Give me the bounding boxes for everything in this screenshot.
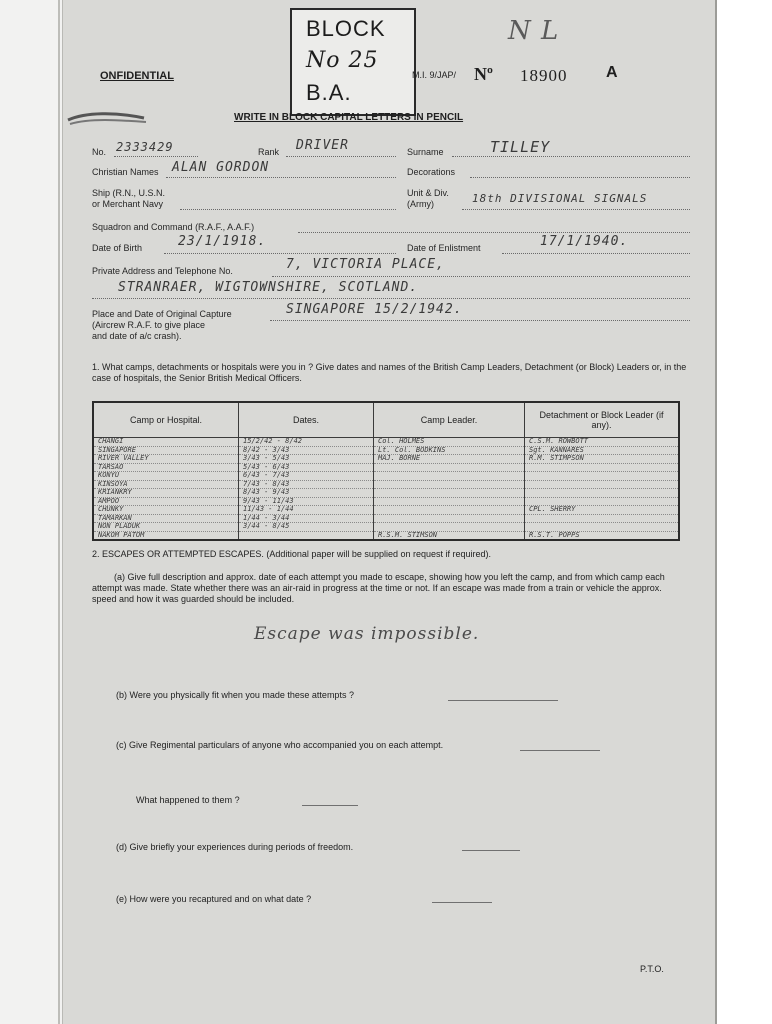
col-camp: Camp or Hospital.	[93, 402, 239, 438]
question-2e-line	[432, 902, 492, 903]
christian-names-label: Christian Names	[92, 167, 159, 177]
surname-value: TILLEY	[490, 138, 551, 156]
dob-dotted-line	[164, 253, 396, 254]
detachment-leader-cell	[525, 514, 680, 523]
unit-label-1: Unit & Div.	[407, 188, 449, 198]
number-label: Nº	[474, 64, 493, 84]
christian-names-value: ALAN GORDON	[172, 160, 270, 175]
no-label: No.	[92, 147, 107, 157]
camp-cell: TAMARKAN	[93, 514, 239, 523]
address-value-2: STRANRAER, WIGTOWNSHIRE, SCOTLAND.	[118, 280, 419, 295]
capture-label-3: and date of a/c crash).	[92, 331, 182, 341]
christian-dotted-line	[166, 177, 396, 178]
dates-cell: 3/43 - 5/43	[239, 455, 374, 464]
stamp-line-3: B.A.	[306, 80, 352, 105]
table-row	[93, 497, 679, 506]
enlistment-dotted-line	[502, 253, 690, 254]
surname-dotted-line	[452, 156, 690, 157]
camp-cell: AMPOO	[93, 497, 239, 506]
camp-cell: SINGAPORE	[93, 446, 239, 455]
squadron-dotted-line	[298, 232, 690, 233]
scan-left-margin	[0, 0, 62, 1024]
question-2c-follow: What happened to them ?	[136, 795, 240, 805]
dates-cell: 15/2/42 - 8/42	[239, 438, 374, 447]
form-number: 18900	[520, 66, 568, 85]
col-dates: Dates.	[239, 402, 374, 438]
camp-leader-cell: Col. HOLMES	[374, 438, 525, 447]
table-row	[93, 514, 679, 523]
question-2a: (a) Give full description and approx. date of each attempt you made to escape, showing how you left the camp, and from which camp each attempt was made. State whether there was an air-raid in progress at the time or not. If an escape was made from a train or vehicle the approx. speed and how it was guarded should be included.	[92, 572, 665, 604]
table-row	[93, 489, 679, 498]
detachment-leader-cell	[525, 472, 680, 481]
decorations-dotted-line	[470, 177, 690, 178]
dates-cell: 8/42 - 3/43	[239, 446, 374, 455]
question-2c-line	[520, 750, 600, 751]
table-row	[93, 506, 679, 515]
camp-leader-cell	[374, 489, 525, 498]
form-reference: M.I. 9/JAP/	[412, 70, 457, 80]
pto-label: P.T.O.	[640, 964, 664, 974]
paper-clip-tag	[66, 108, 148, 130]
detachment-leader-cell: R.S.T. POPPS	[525, 531, 680, 540]
block-stamp	[290, 8, 416, 116]
capture-label-2: (Aircrew R.A.F. to give place	[92, 320, 206, 330]
enlistment-label: Date of Enlistment	[407, 243, 481, 253]
table-row	[93, 463, 679, 472]
detachment-leader-cell	[525, 523, 680, 532]
unit-label-2: (Army)	[407, 199, 434, 209]
squadron-label: Squadron and Command (R.A.F., A.A.F.)	[92, 222, 255, 232]
detachment-leader-cell	[525, 489, 680, 498]
rank-dotted-line	[286, 156, 396, 157]
address-dotted-line-2	[92, 298, 690, 299]
detachment-leader-cell	[525, 497, 680, 506]
question-2b-line	[448, 700, 558, 701]
camp-cell: KONYU	[93, 472, 239, 481]
question-2d-line	[462, 850, 520, 851]
rank-label: Rank	[258, 147, 280, 157]
confidential-label: ONFIDENTIAL	[100, 70, 174, 82]
camps-table-body	[93, 438, 679, 541]
enlistment-value: 17/1/1940.	[540, 234, 629, 249]
question-2e: (e) How were you recaptured and on what date ?	[116, 894, 312, 904]
camp-cell: CHUNKY	[93, 506, 239, 515]
camp-leader-cell	[374, 472, 525, 481]
camp-leader-cell	[374, 514, 525, 523]
camp-cell: CHANGI	[93, 438, 239, 447]
detachment-leader-cell	[525, 480, 680, 489]
question-2b: (b) Were you physically fit when you made these attempts ?	[116, 690, 354, 700]
camp-leader-cell: R.S.M. STIMSON	[374, 531, 525, 540]
table-row	[93, 523, 679, 532]
ship-label-1: Ship (R.N., U.S.N.	[92, 188, 166, 198]
detachment-leader-cell: Sgt. KANNARES	[525, 446, 680, 455]
question-2c: (c) Give Regimental particulars of anyone who accompanied you on each attempt.	[116, 740, 444, 750]
table-row	[93, 480, 679, 489]
detachment-leader-cell	[525, 463, 680, 472]
dates-cell: 6/43 - 7/43	[239, 472, 374, 481]
rank-value: DRIVER	[296, 138, 349, 153]
capture-value: SINGAPORE 15/2/1942.	[286, 302, 463, 317]
camp-leader-cell	[374, 506, 525, 515]
instruction-heading: WRITE IN BLOCK CAPITAL LETTERS IN PENCIL	[234, 112, 464, 123]
dob-value: 23/1/1918.	[178, 234, 267, 249]
ship-label-2: or Merchant Navy	[92, 199, 164, 209]
ship-dotted-line	[180, 209, 396, 210]
camps-table-header	[93, 402, 679, 438]
question-1: 1. What camps, detachments or hospitals were you in ? Give dates and names of the British Camp Leaders, Detachment (or Block) Leaders or, in the case of hospitals, the Senior British Medical Officers.	[92, 362, 687, 383]
address-label: Private Address and Telephone No.	[92, 266, 233, 276]
address-value-1: 7, VICTORIA PLACE,	[286, 257, 445, 272]
camp-leader-cell	[374, 463, 525, 472]
scan-edge-line	[58, 0, 60, 1024]
question-2c-follow-line	[302, 805, 358, 806]
camp-cell: RIVER VALLEY	[93, 455, 239, 464]
camp-cell: NON PLADUK	[93, 523, 239, 532]
dates-cell	[239, 531, 374, 540]
detachment-leader-cell: C.S.M. ROWBOTT	[525, 438, 680, 447]
unit-dotted-line	[462, 209, 690, 210]
dates-cell: 8/43 - 9/43	[239, 489, 374, 498]
capture-label-1: Place and Date of Original Capture	[92, 309, 232, 319]
camp-leader-cell	[374, 523, 525, 532]
dates-cell: 7/43 - 8/43	[239, 480, 374, 489]
dates-cell: 5/43 - 6/43	[239, 463, 374, 472]
dates-cell: 11/43 - 1/44	[239, 506, 374, 515]
no-value: 2333429	[116, 140, 174, 154]
question-2a-answer: Escape was impossible.	[254, 624, 480, 644]
unit-value: 18th DIVISIONAL SIGNALS	[472, 192, 648, 205]
form-suffix: A	[606, 64, 618, 81]
col-camp-leader: Camp Leader.	[374, 402, 525, 438]
question-2-title: 2. ESCAPES OR ATTEMPTED ESCAPES. (Additional paper will be supplied on request if required).	[92, 549, 492, 559]
camp-cell: KINSOYA	[93, 480, 239, 489]
table-row	[93, 472, 679, 481]
decorations-label: Decorations	[407, 167, 456, 177]
camp-cell: NAKOM PATOM	[93, 531, 239, 540]
camp-leader-cell	[374, 497, 525, 506]
camps-table	[92, 401, 680, 541]
camp-leader-cell: Lt. Col. BODKINS	[374, 446, 525, 455]
stamp-line-1: BLOCK	[306, 16, 386, 41]
dates-cell: 3/44 - 8/45	[239, 523, 374, 532]
detachment-leader-cell: R.M. STIMPSON	[525, 455, 680, 464]
no-dotted-line	[114, 156, 198, 157]
camp-leader-cell	[374, 480, 525, 489]
table-row	[93, 438, 679, 447]
table-row	[93, 446, 679, 455]
table-row	[93, 531, 679, 540]
dates-cell: 1/44 - 3/44	[239, 514, 374, 523]
camp-cell: KRIANKRY	[93, 489, 239, 498]
table-row	[93, 455, 679, 464]
camp-cell: TARSAO	[93, 463, 239, 472]
question-2d: (d) Give briefly your experiences during periods of freedom.	[116, 842, 354, 852]
address-dotted-line-1	[272, 276, 690, 277]
surname-label: Surname	[407, 147, 444, 157]
detachment-leader-cell: CPL. SHERRY	[525, 506, 680, 515]
col-detachment-leader: Detachment or Block Leader (if any).	[525, 402, 680, 438]
dob-label: Date of Birth	[92, 243, 143, 253]
capture-dotted-line	[270, 320, 690, 321]
dates-cell: 9/43 - 11/43	[239, 497, 374, 506]
corner-handwritten-mark: N L	[508, 16, 560, 46]
stamp-line-2: No 25	[306, 48, 379, 73]
camp-leader-cell: MAJ. BORNE	[374, 455, 525, 464]
